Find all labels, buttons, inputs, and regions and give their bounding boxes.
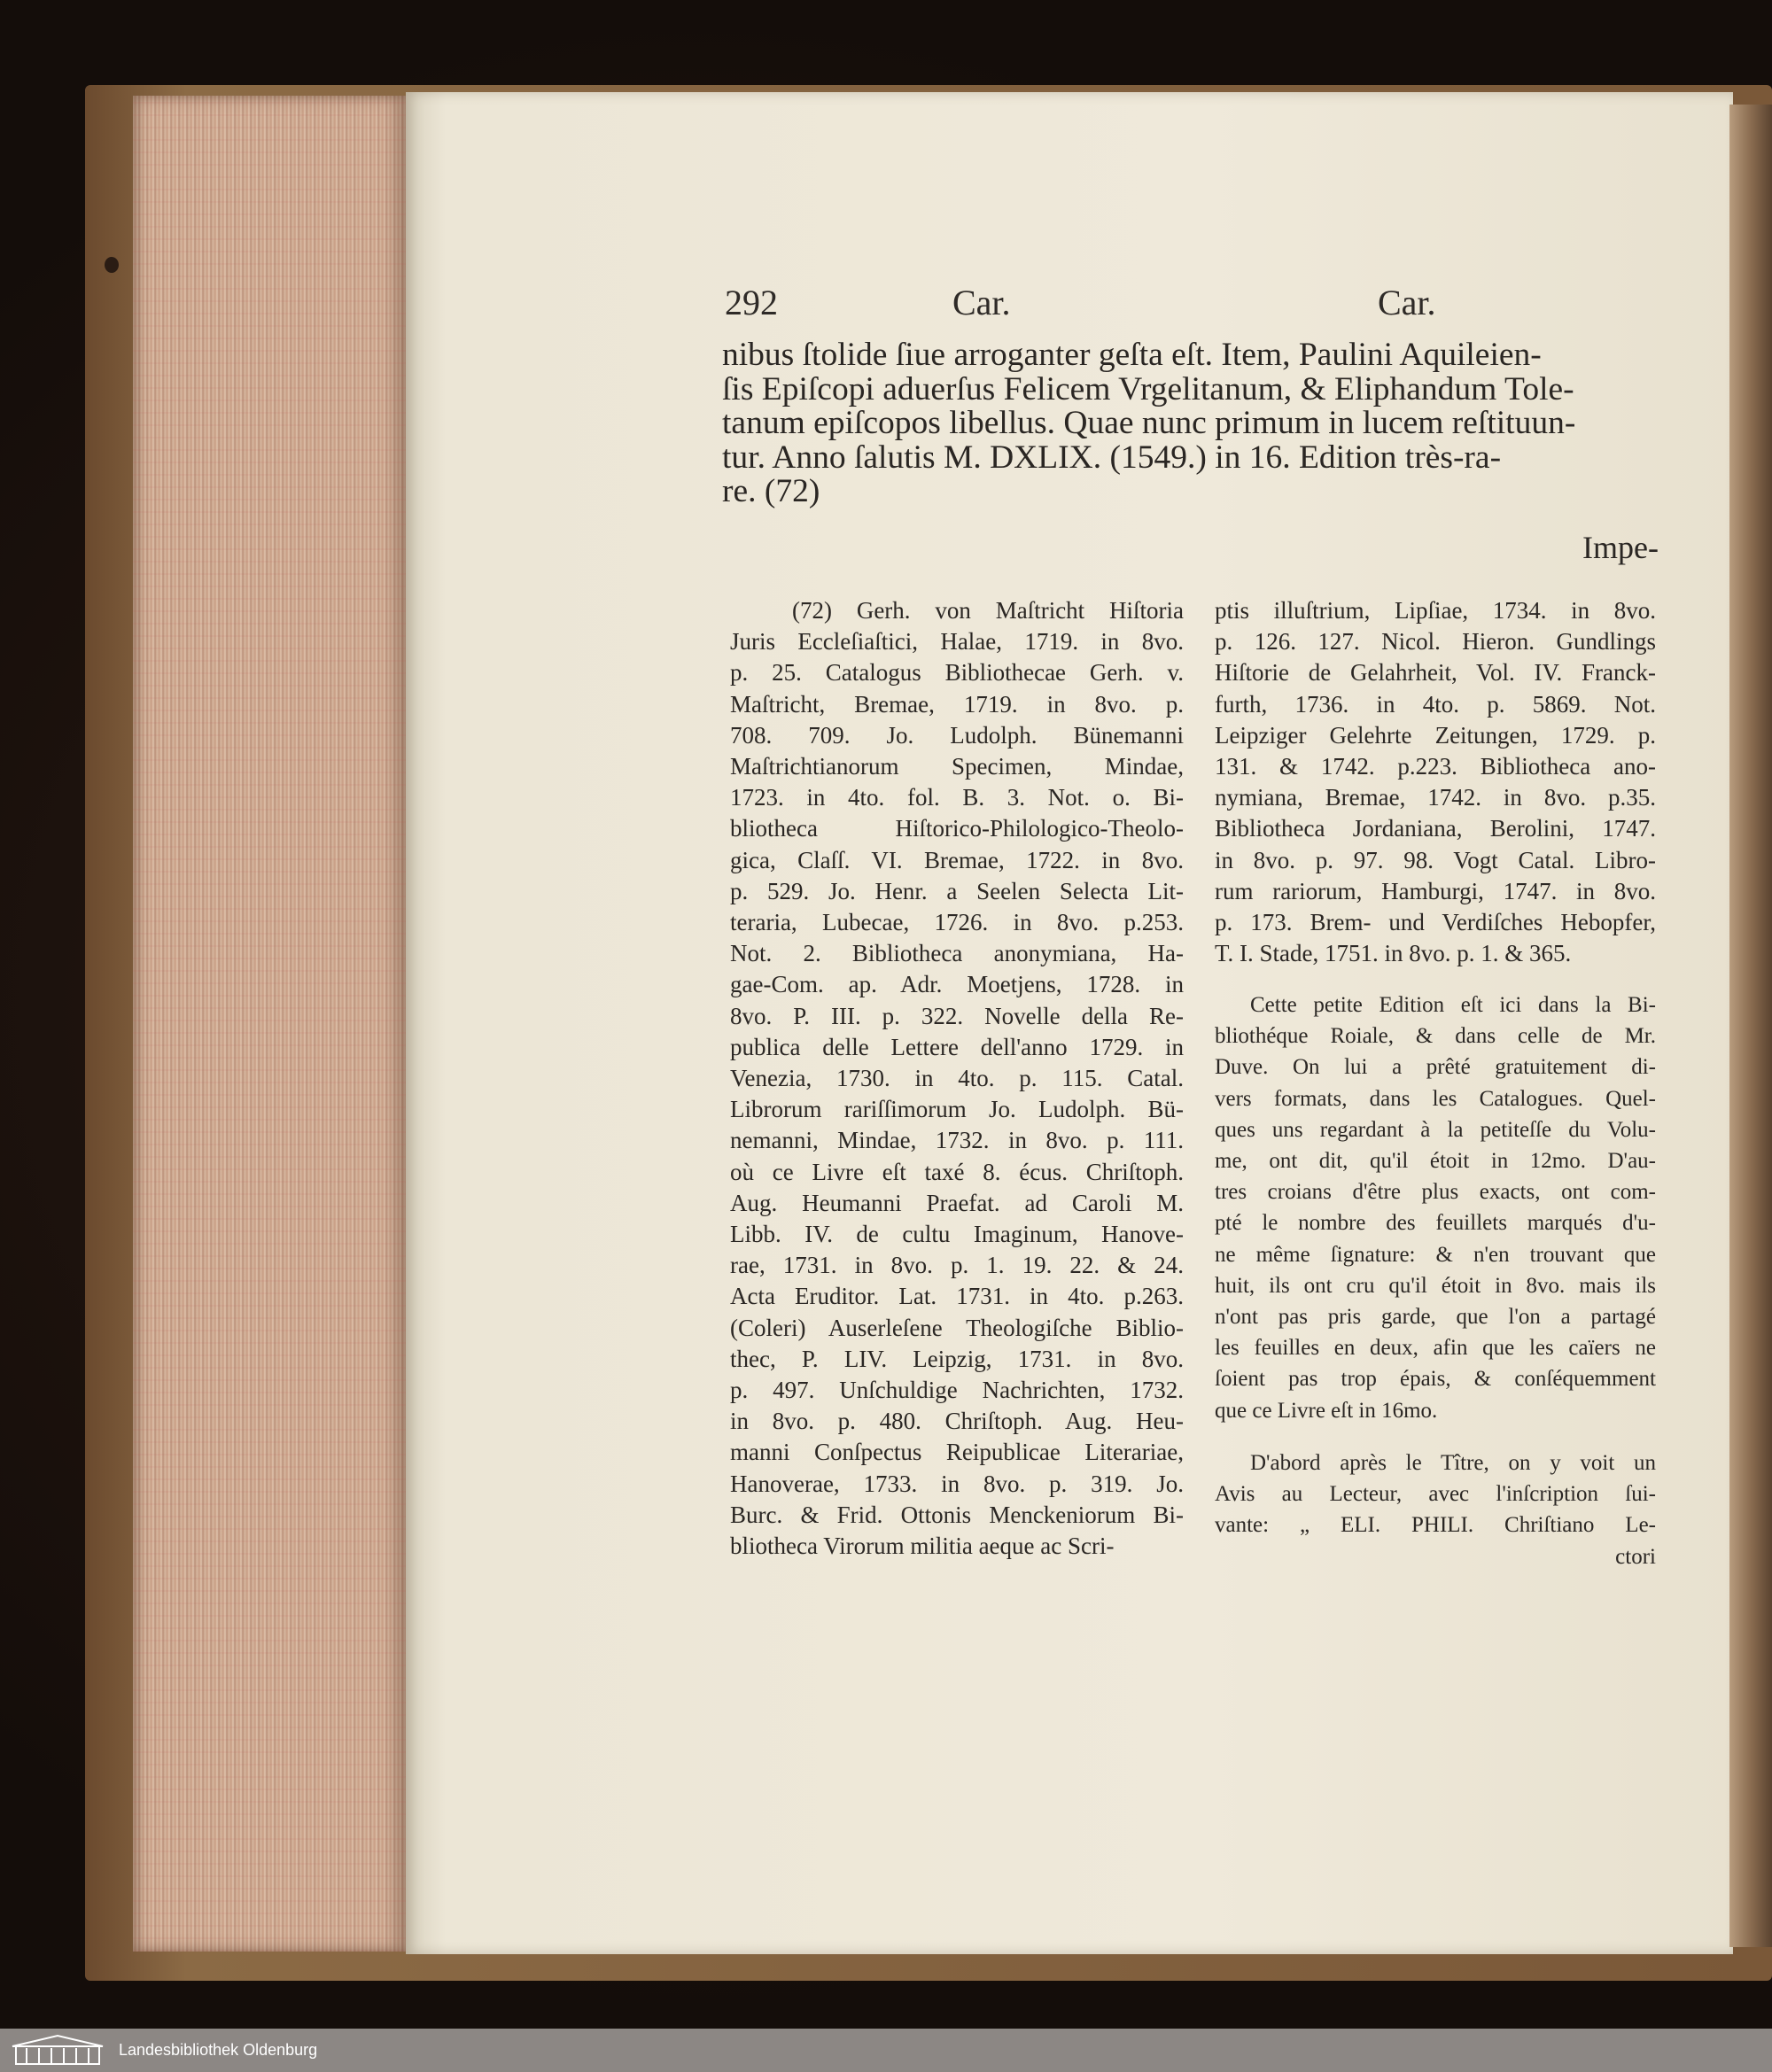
- text-line: Acta Eruditor. Lat. 1731. in 4to. p.263.: [730, 1283, 1184, 1310]
- text-line: Leipziger Gelehrte Zeitungen, 1729. p.: [1215, 721, 1656, 749]
- text-line: gica, Claſſ. VI. Bremae, 1722. in 8vo.: [730, 846, 1184, 873]
- text-line: p. 126. 127. Nicol. Hieron. Gundlings: [1215, 628, 1656, 656]
- text-line: teraria, Lubecae, 1726. in 8vo. p.253.: [730, 909, 1184, 936]
- text-line: Duve. On lui a prêté gratuitement di-: [1215, 1055, 1656, 1080]
- text-line: 1723. in 4to. fol. B. 3. Not. o. Bi-: [730, 784, 1184, 811]
- text-line: in 8vo. p. 97. 98. Vogt Catal. Libro-: [1215, 846, 1656, 873]
- text-line: Maſtrichtianorum Specimen, Mindae,: [730, 753, 1184, 780]
- text-line: Maſtricht, Bremae, 1719. in 8vo. p.: [730, 690, 1184, 718]
- text-line: D'abord après le Tître, on y voit un: [1250, 1451, 1656, 1475]
- page-edge-stack: [133, 96, 408, 1952]
- text-line: rae, 1731. in 8vo. p. 1. 19. 22. & 24.: [730, 1252, 1184, 1279]
- footnote-right-column: [1215, 595, 1656, 969]
- paragraph-edition: [1215, 989, 1656, 1426]
- title-line: tanum epiſcopos libellus. Quae nunc primum in lucem reſtituun-: [722, 405, 1576, 441]
- text-line: furth, 1736. in 4to. p. 5869. Not.: [1215, 690, 1656, 718]
- text-line: vers formats, dans les Catalogues. Quel-: [1215, 1086, 1656, 1111]
- text-line: 8vo. P. III. p. 322. Novelle della Re-: [730, 1002, 1184, 1029]
- text-line: in 8vo. p. 480. Chriſtoph. Aug. Heu-: [730, 1408, 1184, 1435]
- running-head-right: Car.: [1378, 283, 1436, 322]
- text-line: publica delle Lettere dell'anno 1729. in: [730, 1033, 1184, 1060]
- text-line: rum rariorum, Hamburgi, 1747. in 8vo.: [1215, 877, 1656, 904]
- footnote-left-column: [730, 595, 1184, 1562]
- title-line: re. (72): [722, 473, 820, 509]
- text-line: n'ont pas pris garde, que l'on a partagé: [1215, 1305, 1656, 1330]
- page-number: 292: [725, 283, 778, 322]
- text-line: nymiana, Bremae, 1742. in 8vo. p.35.: [1215, 784, 1656, 811]
- text-line: Hiſtorie de Gelahrheit, Vol. IV. Franck-: [1215, 659, 1656, 687]
- text-line: Libb. IV. de cultu Imaginum, Hanove-: [730, 1221, 1184, 1248]
- text-line: 131. & 1742. p.223. Bibliotheca ano-: [1215, 753, 1656, 780]
- text-line: p. 25. Catalogus Bibliothecae Gerh. v.: [730, 659, 1184, 687]
- text-line: Not. 2. Bibliotheca anonymiana, Ha-: [730, 940, 1184, 967]
- text-line: Librorum rariſſimorum Jo. Ludolph. Bü-: [730, 1096, 1184, 1123]
- text-line: Juris Eccleſiaſtici, Halae, 1719. in 8vo.: [730, 628, 1184, 656]
- text-line: ne même ſignature: & n'en trouvant que: [1215, 1242, 1656, 1267]
- text-line: les feuilles en deux, afin que les caïers ne: [1215, 1336, 1656, 1361]
- title-block: [722, 338, 1659, 509]
- text-line: me, ont dit, qu'il étoit in 12mo. D'au-: [1215, 1149, 1656, 1174]
- footer-institution-name: Landesbibliothek Oldenburg: [119, 2041, 318, 2059]
- catchword: Impe-: [1582, 530, 1659, 565]
- text-line: p. 529. Jo. Henr. a Seelen Selecta Lit-: [730, 877, 1184, 904]
- text-line: p. 173. Brem- und Verdiſches Hebopfer,: [1215, 909, 1656, 936]
- text-line: p. 497. Unſchuldige Nachrichten, 1732.: [730, 1377, 1184, 1404]
- running-head-left: Car.: [952, 283, 1011, 322]
- title-line: nibus ſtolide ſiue arroganter geſta eſt. Item, Paulini Aquileien-: [722, 337, 1542, 373]
- text-line: nemanni, Mindae, 1732. in 8vo. p. 111.: [730, 1127, 1184, 1154]
- text-line: T. I. Stade, 1751. in 8vo. p. 1. & 365.: [1215, 940, 1572, 967]
- text-line: Avis au Lecteur, avec l'inſcription ſui-: [1215, 1482, 1656, 1507]
- text-line: gae-Com. ap. Adr. Moetjens, 1728. in: [730, 971, 1184, 998]
- text-line: huit, ils ont cru qu'il étoit in 8vo. mais ils: [1215, 1273, 1656, 1298]
- text-line: thec, P. LIV. Leipzig, 1731. in 8vo.: [730, 1345, 1184, 1372]
- text-line: Bibliotheca Jordaniana, Berolini, 1747.: [1215, 815, 1656, 842]
- text-line: bliotheca Virorum militia aeque ac Scri-: [730, 1533, 1115, 1560]
- binding-dot: [105, 257, 119, 273]
- text-line: ctori: [1615, 1544, 1656, 1569]
- text-line: Hanoverae, 1733. in 8vo. p. 319. Jo.: [730, 1470, 1184, 1497]
- text-line: 708. 709. Jo. Ludolph. Bünemanni: [730, 721, 1184, 749]
- text-line: que ce Livre eſt in 16mo.: [1215, 1398, 1438, 1423]
- title-line: ſis Epiſcopi aduerſus Felicem Vrgelitanum, & Eliphandum Tole-: [722, 370, 1574, 407]
- text-line: où ce Livre eſt taxé 8. écus. Chriſtoph.: [730, 1158, 1184, 1185]
- library-building-icon: [9, 2034, 106, 2068]
- text-line: Venezia, 1730. in 4to. p. 115. Catal.: [730, 1065, 1184, 1092]
- text-line: pté le nombre des feuillets marqués d'u-: [1215, 1211, 1656, 1236]
- text-line: ques uns regardant à la petiteſſe du Volu-: [1215, 1117, 1656, 1142]
- text-line: tres croians d'être plus exacts, ont com-: [1215, 1180, 1656, 1205]
- text-line: bliotheca Hiſtorico-Philologico-Theolo-: [730, 815, 1184, 842]
- text-line: Burc. & Frid. Ottonis Menckeniorum Bi-: [730, 1501, 1184, 1528]
- text-line: manni Conſpectus Reipublicae Literariae,: [730, 1439, 1184, 1466]
- text-line: Cette petite Edition eſt ici dans la Bi-: [1250, 993, 1656, 1017]
- text-line: vante: „ ELI. PHILI. Chriſtiano Le-: [1215, 1513, 1656, 1538]
- text-line: Aug. Heumanni Praefat. ad Caroli M.: [730, 1189, 1184, 1216]
- page-right-edge: [1729, 105, 1772, 1947]
- text-line: ſoient pas trop épais, & conſéquemment: [1215, 1367, 1656, 1392]
- text-line: bliothéque Roiale, & dans celle de Mr.: [1215, 1024, 1656, 1049]
- text-line: (72) Gerh. von Maſtricht Hiſtoria: [792, 597, 1184, 624]
- text-line: (Coleri) Auserleſene Theologiſche Biblio-: [730, 1314, 1184, 1341]
- text-line: ptis illuſtrium, Lipſiae, 1734. in 8vo.: [1215, 597, 1656, 624]
- paragraph-avis: [1215, 1447, 1656, 1572]
- title-line: tur. Anno ſalutis M. DXLIX. (1549.) in 16. Edition très-ra-: [722, 438, 1502, 476]
